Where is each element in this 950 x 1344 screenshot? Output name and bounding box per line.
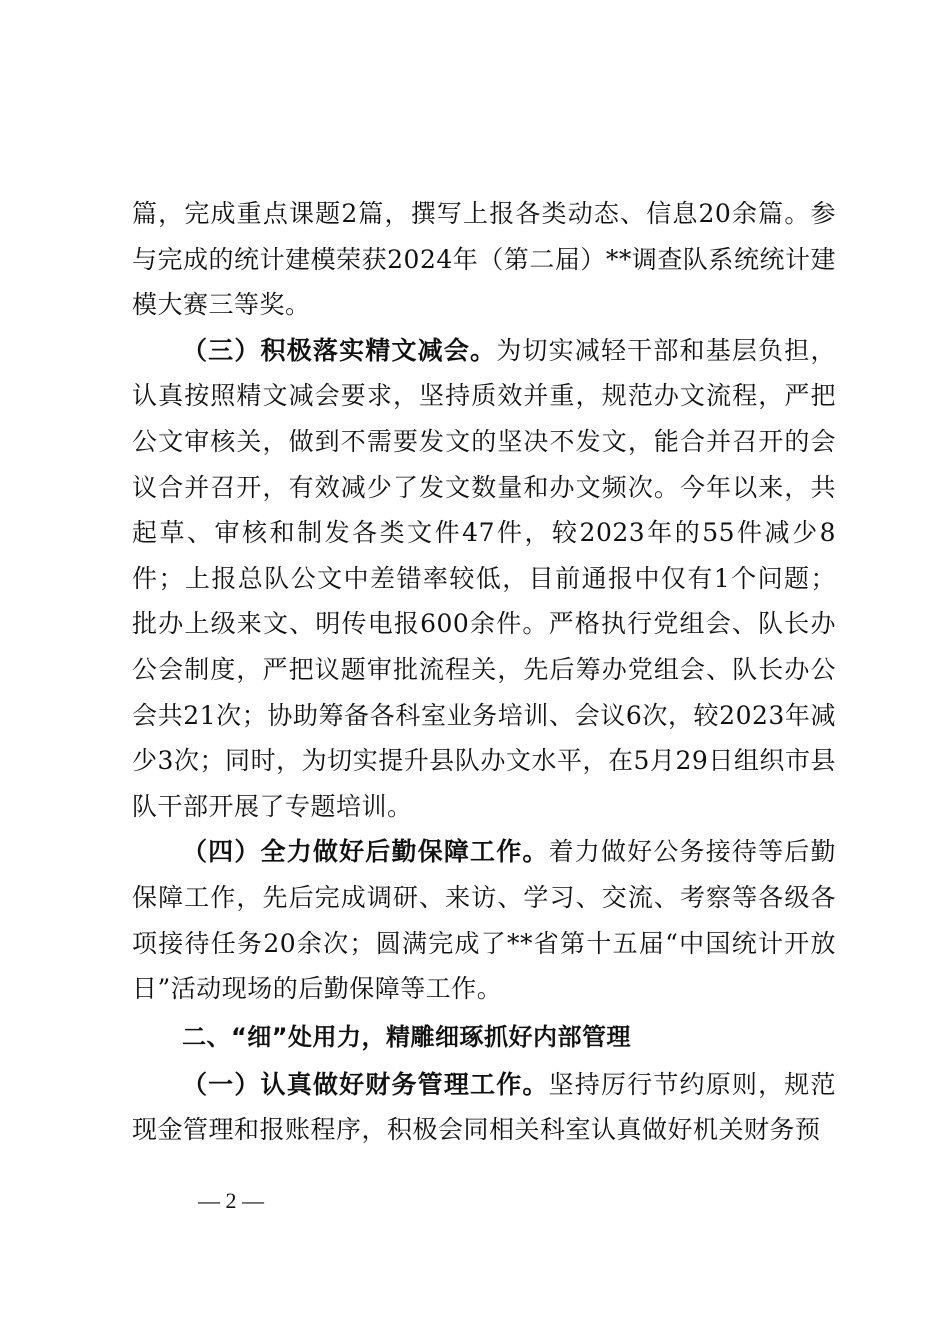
paragraph-subsection-1 xyxy=(132,1062,836,1153)
paragraph-text: 篇，完成重点课题2篇，撰写上报各类动态、信息20余篇。参与完成的统计建模荣获2024年（第二届）**调查队系统统计建模大赛三等奖。 xyxy=(132,199,836,320)
paragraph-section-4 xyxy=(132,829,836,1011)
paragraph-continuation xyxy=(132,191,836,328)
paragraph-text: 为切实减轻干部和基层负担，认真按照精文减会要求，坚持质效并重，规范办文流程，严把公文审核关，做到不需要发文的坚决不发文，能合并召开的会议合并召开，有效减少了发文数量和办文频次。今年以来，共起草、审核和制发各类文件47件，较2023年的55件减少8件；上报总队公文中差错率较低，目前通报中仅有1个问题；批办上级来文、明传电报600余件。严格执行党组会、队长办公会制度，严把议题审批流程关，先后筹办党组会、队长办公会共21次；协助筹备各科室业务培训、会议6次，较2023年减少3次；同时，为切实提升县队办文水平，在5月29日组织市县队干部开展了专题培训。 xyxy=(132,335,836,821)
paragraph-text: 坚持厉行节约原则，规范现金管理和报账程序，积极会同相关科室认真做好机关财务预 xyxy=(132,1069,836,1145)
paragraph-section-3 xyxy=(132,328,836,830)
chapter-heading: 二、“细”处用力，精雕细琢抓好内部管理 xyxy=(182,1022,632,1051)
section-lead-heading: （一）认真做好财务管理工作。 xyxy=(182,1069,549,1099)
section-lead-heading: （四）全力做好后勤保障工作。 xyxy=(182,837,549,867)
page-number: — 2 — xyxy=(198,1188,264,1213)
paragraph-text: 着力做好公务接待等后勤保障工作，先后完成调研、来访、学习、交流、考察等各级各项接待任务20余次；圆满完成了**省第十五届“中国统计开放日”活动现场的后勤保障等工作。 xyxy=(132,837,836,1004)
document-body xyxy=(132,191,836,1153)
section-lead-heading: （三）积极落实精文减会。 xyxy=(182,335,497,365)
